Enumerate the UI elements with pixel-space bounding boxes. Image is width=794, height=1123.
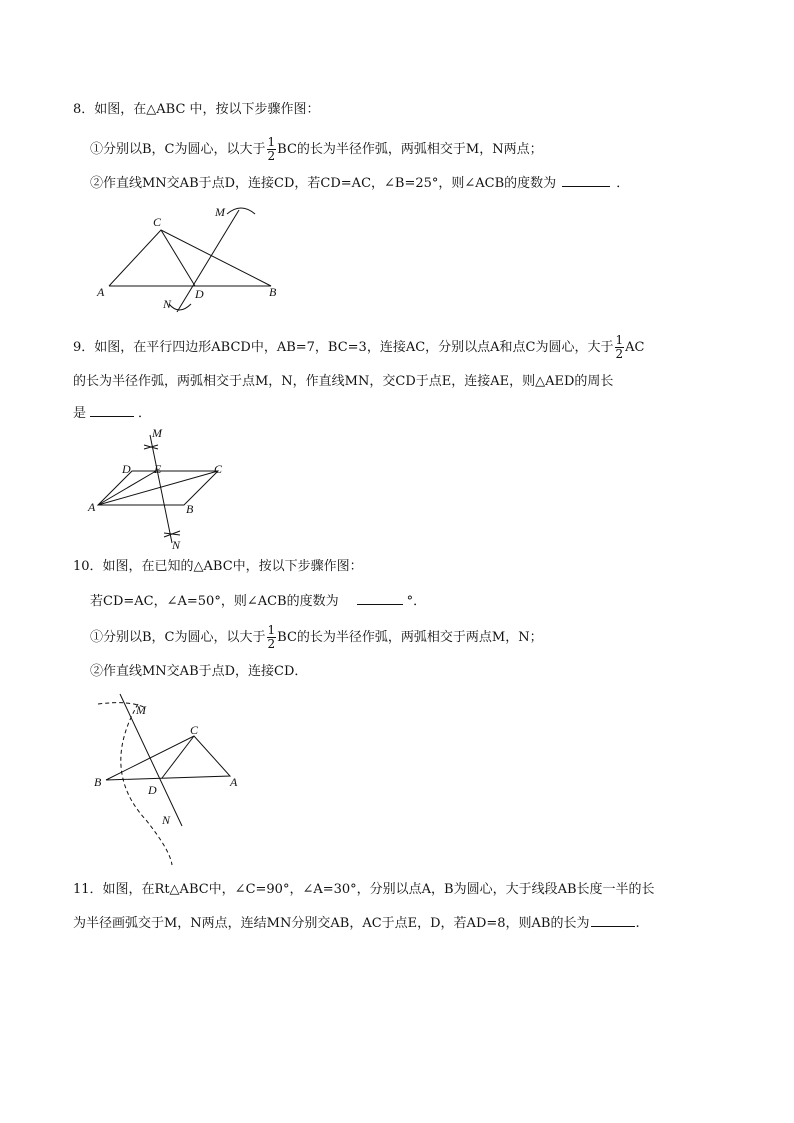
q9-label-c: C (214, 462, 223, 476)
q11-line2 (73, 912, 640, 934)
q8-label-a: A (97, 285, 105, 299)
q8-step2-end: ． (616, 176, 630, 191)
q8-label-c: C (153, 215, 162, 229)
answer-blank[interactable] (562, 172, 610, 187)
q9-label-n: N (172, 538, 181, 552)
answer-blank[interactable] (90, 402, 134, 417)
q8-step1-post: BC的长为半径作弧，两弧相交于M，N两点； (277, 142, 543, 157)
q9-label-a: A (88, 500, 96, 514)
q10-step1-pre: ①分别以B，C为圆心，以大于 (90, 630, 266, 645)
q8-label-b: B (269, 285, 277, 299)
q10-label-d: D (148, 783, 157, 797)
fraction-one-half (615, 334, 625, 361)
q8-step2 (90, 172, 629, 194)
q9-label-b: B (186, 502, 194, 516)
q10-step2: ②作直线MN交AB于点D，连接CD． (90, 664, 308, 679)
q10-label-c: C (190, 723, 199, 737)
q10-label-b: B (94, 775, 102, 789)
q9-arc-n (164, 531, 180, 537)
fraction-numerator: 1 (267, 135, 276, 149)
q9-label-d: D (122, 462, 131, 476)
fraction-one-half (267, 624, 277, 651)
q11-line1: 11．如图，在Rt△ABC中，∠C=90°，∠A=30°，分别以点A，B为圆心，大于线段AB长度一半的长 (73, 882, 655, 897)
q9-line1-post: AC (625, 340, 645, 355)
q9-label-m: M (152, 426, 162, 440)
q9-line1 (73, 334, 645, 361)
fraction-numerator: 1 (267, 623, 276, 637)
q9-line2: 的长为半径作弧，两弧相交于点M，N，作直线MN，交CD于点E，连接AE，则△AED的周长 (73, 374, 614, 389)
q9-line3 (73, 402, 151, 424)
q9-arc-m (144, 445, 158, 449)
q8-step1-pre: ①分别以B，C为圆心，以大于 (90, 142, 266, 157)
q8-label-m: M (215, 205, 225, 219)
q10-condition-text: 若CD=AC，∠A=50°，则∠ACB的度数为 (90, 594, 339, 609)
q9-figure (88, 425, 248, 555)
q10-triangle (106, 736, 230, 780)
q10-condition (90, 590, 426, 612)
q9-line1-pre: 9．如图，在平行四边形ABCD中，AB=7，BC=3，连接AC，分别以点A和点C为圆心，大于 (73, 340, 614, 355)
q10-label-a: A (230, 775, 238, 789)
q10-label-n: N (162, 813, 171, 827)
q11-line2-text: 为半径画弧交于M，N两点，连结MN分别交AB，AC于点E，D，若AD=8，则AB的长为 (73, 916, 590, 931)
q8-label-n: N (163, 297, 172, 311)
answer-blank[interactable] (357, 590, 403, 605)
q8-step1 (90, 136, 543, 163)
fraction-one-half (267, 136, 277, 163)
q10-arc-dashed (121, 704, 172, 865)
q9-line3-end: ． (138, 406, 152, 421)
q10-step1 (90, 624, 543, 651)
fraction-denominator: 2 (267, 149, 276, 163)
q8-arc-m (227, 208, 255, 214)
fraction-denominator: 2 (615, 347, 624, 361)
q8-figure (95, 200, 295, 320)
q10-step1-post: BC的长为半径作弧，两弧相交于两点M，N； (277, 630, 543, 645)
q10-label-m: M (136, 703, 146, 717)
q8-step2-text: ②作直线MN交AB于点D，连接CD，若CD=AC，∠B=25°，则∠ACB的度数为 (90, 176, 557, 191)
q9-label-e: E (154, 462, 162, 476)
q9-line3-pre: 是 (73, 406, 87, 421)
q8-line-mn (177, 210, 239, 312)
q8-stem: 8．如图，在△ABC 中，按以下步骤作图： (73, 102, 320, 117)
q10-figure (90, 690, 260, 875)
q10-line-mn (120, 694, 182, 826)
q10-segment-cd (162, 736, 194, 778)
q10-condition-end: °． (406, 594, 427, 609)
q10-stem: 10．如图，在已知的△ABC中，按以下步骤作图： (73, 559, 363, 574)
q11-line2-end: . (635, 916, 640, 931)
fraction-numerator: 1 (615, 333, 624, 347)
q8-label-d: D (195, 287, 204, 301)
answer-blank[interactable] (591, 912, 635, 927)
fraction-denominator: 2 (267, 637, 276, 651)
